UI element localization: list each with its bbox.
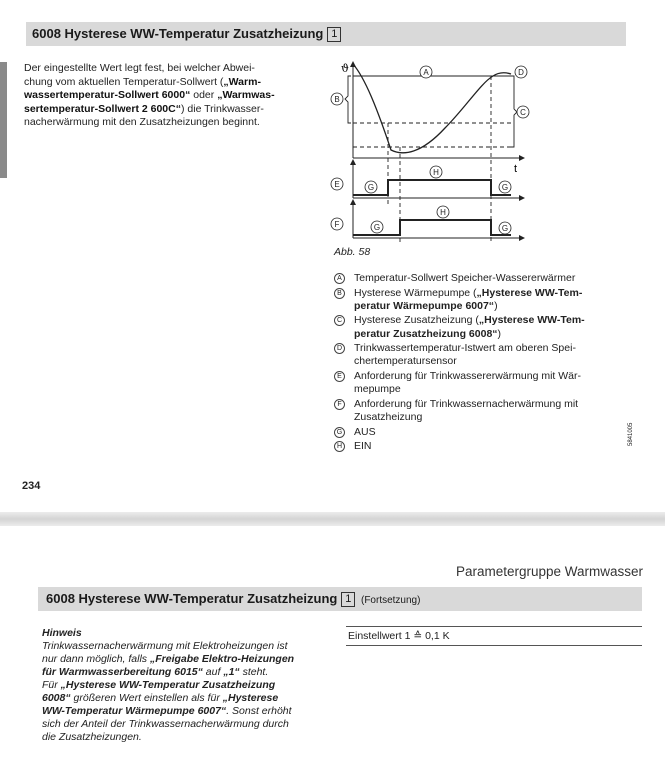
text-line: nur dann möglich, falls „Freigabe Elektro-Heizungen	[42, 653, 295, 665]
text-line: für Warmwasserbereitung 6015“ auf „1“ steht.	[42, 666, 269, 678]
legend-text	[354, 440, 634, 453]
legend-key-icon: B	[334, 288, 345, 299]
label-h-e	[430, 166, 442, 178]
text-line: Für „Hysterese WW-Temperatur Zusatzheizung	[42, 679, 276, 691]
section-title: 6008 Hysterese WW-Temperatur Zusatzheizung	[32, 26, 324, 41]
text-line: Hysterese Zusatzheizung („Hysterese WW-Tem-	[354, 314, 585, 327]
svg-text:A: A	[423, 68, 429, 77]
text-line: nacherwärmung mit den Zusatzheizungen beginnt.	[24, 116, 260, 129]
label-a	[420, 66, 432, 78]
svg-text:B: B	[334, 95, 340, 104]
section-number-box: 1	[327, 27, 341, 42]
legend-text	[354, 370, 634, 397]
text-line: Zusatzheizung	[354, 410, 423, 423]
label-b	[331, 93, 343, 105]
svg-text:E: E	[334, 180, 340, 189]
hinweis-title: Hinweis	[42, 627, 82, 639]
text-line: Der eingestellte Wert legt fest, bei welcher Abwei-	[24, 62, 255, 74]
intro-paragraph	[24, 62, 324, 130]
label-g-e-right	[499, 181, 511, 193]
text-line: Anforderung für Trinkwassernacherwärmung mit	[354, 397, 579, 410]
legend-text	[354, 426, 634, 439]
svg-text:G: G	[501, 183, 509, 192]
legend-text	[354, 287, 634, 314]
svg-text:G: G	[501, 224, 509, 233]
label-f	[331, 218, 343, 230]
label-e	[331, 178, 343, 190]
text-line: chung vom aktuellen Temperatur-Sollwert („Warm-	[24, 75, 261, 88]
legend-key-icon: C	[334, 315, 345, 326]
legend-key-icon: H	[334, 441, 345, 452]
text-line: 6008“ größeren Wert einstellen als für „Hysterese	[42, 692, 279, 704]
text-line: AUS	[354, 425, 376, 438]
figure-legend	[334, 272, 639, 462]
svg-text:H: H	[433, 168, 439, 177]
legend-key-icon: D	[334, 343, 345, 354]
section-title: 6008 Hysterese WW-Temperatur Zusatzheizung	[46, 591, 338, 606]
label-g-f-right	[499, 222, 511, 234]
brace-b	[345, 76, 351, 123]
y-axis-label: ϑ	[341, 62, 349, 75]
text-line: Trinkwassertemperatur-Istwert am oberen Spei-	[354, 342, 576, 355]
text-line: Temperatur-Sollwert Speicher-Wassererwärmer	[354, 272, 576, 284]
legend-key-icon: A	[334, 273, 345, 284]
text-line: die Zusatzheizungen.	[42, 731, 142, 743]
label-d	[515, 66, 527, 78]
svg-text:F: F	[334, 220, 340, 229]
legend-text	[354, 398, 634, 425]
document-code: 5841005	[628, 422, 634, 446]
text-line: peratur Wärmepumpe 6007“)	[354, 299, 498, 312]
section-number-box: 1	[341, 592, 355, 607]
text-line: Trinkwassernacherwärmung mit Elektroheizungen ist	[42, 640, 288, 652]
legend-key-icon: F	[334, 399, 345, 410]
page-separator	[0, 512, 665, 526]
text-line: Hysterese Wärmepumpe („Hysterese WW-Tem-	[354, 286, 583, 299]
legend-key-icon: E	[334, 371, 345, 382]
section-header-continued	[38, 587, 642, 611]
legend-text	[354, 342, 634, 369]
svg-text:D: D	[518, 68, 524, 77]
text-line: chertemperatursensor	[354, 355, 457, 368]
label-h-f	[437, 206, 449, 218]
running-header: Parametergruppe Warmwasser	[455, 564, 643, 579]
text-line: mepumpe	[354, 383, 401, 396]
text-line: sich der Anteil der Trinkwassernacherwärmung durch	[42, 718, 289, 730]
figure-caption: Abb. 58	[334, 246, 371, 258]
left-margin-tab	[0, 62, 7, 178]
setting-value-table	[346, 626, 642, 646]
hysteresis-diagram	[325, 58, 530, 248]
svg-text:C: C	[520, 108, 526, 117]
svg-text:G: G	[373, 223, 381, 232]
setting-value: Einstellwert 1 ≙ 0,1 K	[348, 630, 450, 642]
x-axis-label: t	[514, 163, 518, 175]
continuation-note: (Fortsetzung)	[360, 595, 421, 606]
label-g-e-left	[365, 181, 377, 193]
text-line: wassertemperatur-Sollwert 6000“ oder „Warmwas-	[24, 89, 275, 102]
legend-text	[354, 314, 634, 341]
page-number: 234	[22, 480, 41, 492]
label-c	[517, 106, 529, 118]
label-g-f-left	[371, 221, 383, 233]
svg-text:G: G	[367, 183, 375, 192]
page-bottom	[0, 526, 665, 757]
legend-key-icon: G	[334, 427, 345, 438]
text-line: EIN	[354, 440, 372, 452]
svg-text:H: H	[440, 208, 446, 217]
brace-c	[511, 76, 517, 147]
hinweis-block	[42, 627, 342, 744]
legend-text	[354, 272, 634, 285]
section-header	[26, 22, 626, 46]
temperature-curve	[353, 64, 511, 153]
text-line: sertemperatur-Sollwert 2 600C“) die Trinkwasser-	[24, 102, 264, 115]
text-line: WW-Temperatur Wärmepumpe 6007“. Sonst erhöht	[42, 705, 292, 717]
text-line: Anforderung für Trinkwassererwärmung mit Wär-	[354, 369, 581, 382]
text-line: peratur Zusatzheizung 6008“)	[354, 327, 502, 340]
